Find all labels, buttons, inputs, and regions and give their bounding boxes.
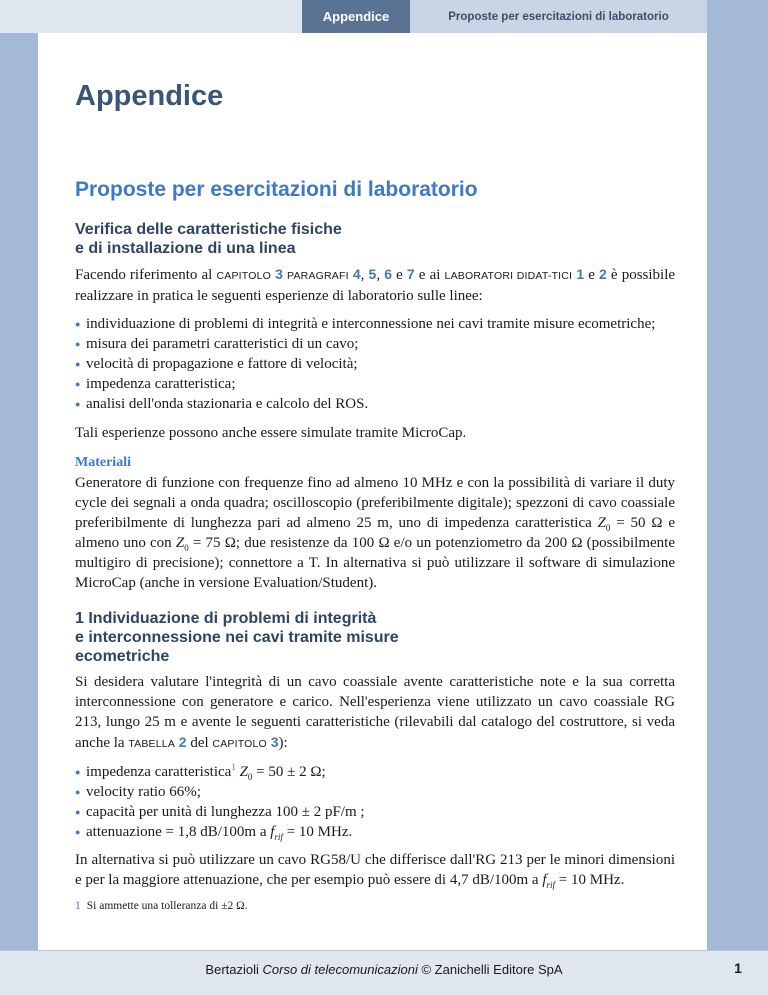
symbol-subscript: 0 xyxy=(605,523,611,533)
heading-line: Verifica delle caratteristiche fisiche xyxy=(75,221,342,238)
footnote-text: Si ammette una tolleranza di ±2 Ω. xyxy=(86,900,248,912)
heading-line: e di installazione di una linea xyxy=(75,240,296,257)
section-heading-1 xyxy=(75,609,675,666)
footnote xyxy=(75,898,675,914)
list-item: ● velocity ratio 66%; xyxy=(75,782,675,802)
ref-number: 1 xyxy=(576,266,585,282)
heading-line: 1 Individuazione di problemi di integrità xyxy=(75,610,377,627)
symbol-z: Z xyxy=(597,515,606,531)
ref-capitolo: CAPITOLO xyxy=(212,738,267,750)
list-item: ● individuazione di problemi di integrità e interconnessione nei cavi tramite misure ecometriche; xyxy=(75,314,675,334)
list-item xyxy=(75,822,675,842)
simulation-note: Tali esperienze possono anche essere simulate tramite MicroCap. xyxy=(75,425,467,441)
ref-number: 2 xyxy=(178,734,187,750)
text-run: Facendo riferimento al xyxy=(75,267,217,283)
section1-paragraph xyxy=(75,672,675,754)
symbol-subscript: 0 xyxy=(184,543,189,553)
heading-line: e interconnessione nei cavi tramite misure xyxy=(75,629,399,646)
materiali-heading-line xyxy=(75,452,675,473)
symbol-subscript: rif xyxy=(546,880,556,890)
ref-laboratori: LABORATORI DIDAT-TICI xyxy=(444,270,573,282)
footer-credit xyxy=(0,962,768,977)
list-item: ● capacità per unità di lunghezza 100 ± 2 pF/m ; xyxy=(75,802,675,822)
footer-publisher: © Zanichelli Editore SpA xyxy=(417,962,563,977)
ref-tabella: TABELLA xyxy=(128,738,176,750)
cable-specs-list xyxy=(75,762,675,842)
ref-paragrafi: PARAGRAFI xyxy=(287,270,349,282)
page-frame-right xyxy=(707,0,768,950)
header-tab-proposte: Proposte per esercitazioni di laboratorio xyxy=(410,0,707,33)
ref-number: 5 xyxy=(368,266,377,282)
symbol-f: f xyxy=(270,824,275,840)
ref-number: 2 xyxy=(599,266,607,282)
text-run: Generatore di funzione con frequenze fino ad almeno 10 MHz e con la possibilità di variare il duty cycle dei segnali a onda quadra; oscilloscopio (preferibilmente digitale); spezzoni di cavo coassiale preferibilmente di lunghezza pari ad almeno 25 m, uno di impedenza caratteristica xyxy=(75,475,675,531)
page-title: Appendice xyxy=(75,80,224,112)
list-item: ● impedenza caratteristica; xyxy=(75,374,675,394)
symbol-subscript: 0 xyxy=(247,772,253,782)
formula: = 75 Ω xyxy=(188,535,236,551)
list-item: ● analisi dell'onda stazionaria e calcolo del ROS. xyxy=(75,394,675,414)
materiali-paragraph xyxy=(75,473,675,593)
text-run: ): xyxy=(278,735,288,751)
text-run: = 10 MHz. xyxy=(555,872,625,888)
subsection-heading-verifica xyxy=(75,220,675,258)
text-run: del xyxy=(186,735,213,751)
intro-paragraph xyxy=(75,264,675,306)
ref-number: 7 xyxy=(406,266,415,282)
footer-author: Bertazioli xyxy=(205,962,263,977)
ref-number: 3 xyxy=(275,266,283,282)
text-run: attenuazione = 1,8 dB/100m a xyxy=(86,824,271,840)
ref-number: 4 xyxy=(352,266,361,282)
footnote-number: 1 xyxy=(75,900,81,912)
text-run: e ai xyxy=(414,267,445,283)
formula: = 50 ± 2 Ω xyxy=(252,764,322,780)
page-number: 1 xyxy=(734,960,742,976)
text-run: = 10 MHz. xyxy=(282,824,353,840)
text-run: e almeno uno con xyxy=(75,515,675,551)
symbol-z: Z xyxy=(239,764,248,780)
page-frame-left xyxy=(0,33,38,950)
symbol-f: f xyxy=(542,872,547,888)
list-item: ● misura dei parametri caratteristici di un cavo; xyxy=(75,334,675,354)
section-title: Proposte per esercitazioni di laboratorio xyxy=(75,178,478,201)
symbol-subscript: rif xyxy=(274,832,283,842)
text-run: è possibile realizzare in pratica le seguenti esperienze di laboratorio sulle linee: xyxy=(75,267,676,304)
list-item: ● velocità di propagazione e fattore di velocità; xyxy=(75,354,675,374)
experiments-list xyxy=(75,314,675,414)
ref-number: 3 xyxy=(270,734,279,750)
symbol-z: Z xyxy=(175,535,185,551)
page-content xyxy=(75,78,675,914)
alternative-paragraph xyxy=(75,850,675,890)
text-run: ; due resistenze da 100 Ω e/o un potenziometro da 200 Ω (possibilmente multigiro di precisione); connettore a T. In alternativa si può utilizzare il software di simulazione MicroCap (anche in versione Evaluation/Student). xyxy=(75,535,675,591)
heading-line: ecometriche xyxy=(75,648,170,665)
list-item xyxy=(75,762,675,782)
footer-book-title: Corso di telecomunicazioni xyxy=(262,962,418,977)
footnote-marker: 1 xyxy=(231,762,236,772)
ref-number: 6 xyxy=(384,266,392,282)
text-run: , xyxy=(376,267,385,283)
text-run: ; xyxy=(321,764,326,780)
text-run: In alternativa si può utilizzare un cavo RG58/U che differisce dall'RG 213 per le minori dimensioni e per la maggiore attenuazione, che per esempio può essere di 4,7 dB/100m a xyxy=(75,852,675,888)
text-run: e xyxy=(584,267,600,283)
header-tab-appendice: Appendice xyxy=(302,0,410,33)
formula: = 50 Ω xyxy=(610,515,663,531)
text-run: e xyxy=(392,267,407,283)
ref-capitolo: CAPITOLO xyxy=(216,270,271,282)
text-run: Si desidera valutare l'integrità di un cavo coassiale avente caratteristiche note e la sua corretta interconnessione con generatore e carico. Nell'esperienza viene utilizzato un cavo coassiale RG 213, lungo 25 m e avente le seguenti caratteristiche (rilevabili dal catalogo del costruttore, si veda anche la xyxy=(75,674,675,751)
text-run: , xyxy=(360,267,369,283)
materiali-heading: Materiali xyxy=(75,455,131,470)
text-run: impedenza caratteristica xyxy=(86,764,232,780)
